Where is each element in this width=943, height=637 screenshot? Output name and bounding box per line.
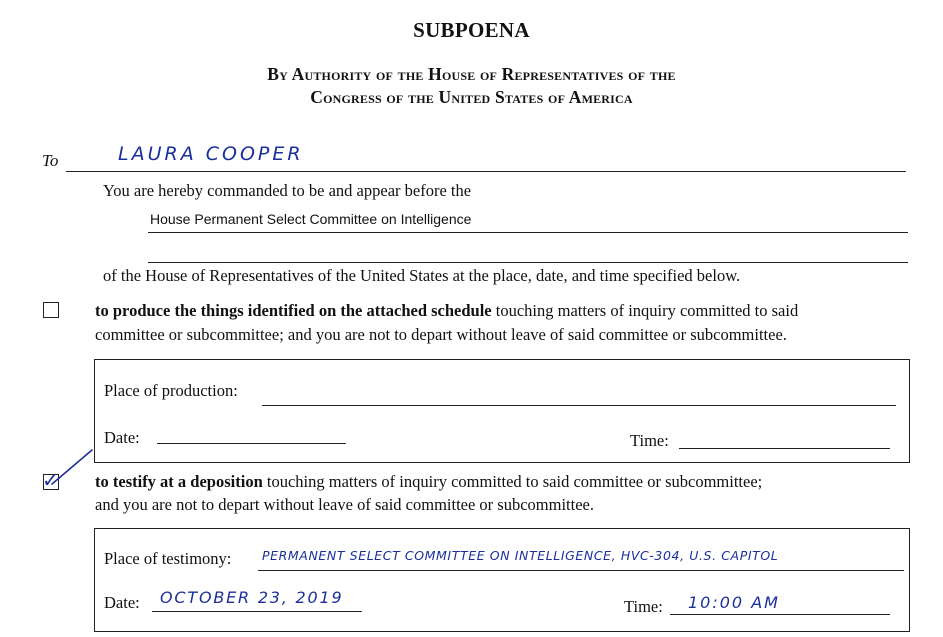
- of-house-text: of the House of Representatives of the United States at the place, date, and time specified below.: [103, 266, 741, 285]
- place-of-testimony-line: [258, 570, 904, 571]
- testify-bold-text: to testify at a deposition: [95, 472, 263, 491]
- place-of-production-line: [262, 405, 896, 406]
- produce-bold-text: to produce the things identified on the attached schedule: [95, 301, 492, 320]
- committee-line-2: [148, 262, 908, 263]
- place-of-testimony-label: Place of testimony:: [104, 549, 232, 568]
- committee-name[interactable]: House Permanent Select Committee on Intelligence: [150, 211, 472, 227]
- production-time-line: [679, 448, 890, 449]
- authority-line-2: Congress of the United States of America: [310, 87, 633, 107]
- produce-rest-text: touching matters of inquiry committed to said: [491, 301, 799, 320]
- document-title: SUBPOENA: [413, 18, 530, 42]
- produce-instruction-line2: committee or subcommittee; and you are not to depart without leave of said committee or subcommittee.: [95, 325, 787, 344]
- testimony-time-line: [670, 614, 890, 615]
- testify-instruction-line2: and you are not to depart without leave of said committee or subcommittee.: [95, 495, 594, 514]
- testify-rest-text: touching matters of inquiry committed to said committee or subcommittee;: [262, 472, 763, 491]
- place-of-testimony-value[interactable]: PERMANENT SELECT COMMITTEE ON INTELLIGENCE, HVC-304, U.S. CAPITOL: [262, 548, 779, 563]
- production-date-line: [157, 443, 346, 444]
- produce-instruction-line1: [95, 301, 798, 321]
- testimony-date-label: Date:: [104, 593, 140, 612]
- testimony-time-value[interactable]: 10:00 AM: [688, 593, 780, 612]
- checkmark-stroke-icon: [48, 446, 96, 488]
- testimony-time-label: Time:: [624, 597, 663, 616]
- to-label: To: [42, 151, 59, 170]
- testimony-date-line: [152, 611, 362, 612]
- testimony-date-value[interactable]: OCTOBER 23, 2019: [160, 588, 344, 607]
- production-date-label: Date:: [104, 428, 140, 447]
- committee-line-1: [148, 232, 908, 233]
- testimony-details-box: [94, 528, 910, 632]
- check-mark-icon: ✓: [42, 468, 59, 492]
- place-of-production-label: Place of production:: [104, 381, 238, 400]
- recipient-line: [66, 171, 906, 172]
- produce-checkbox[interactable]: [43, 302, 59, 318]
- recipient-name[interactable]: LAURA COOPER: [118, 143, 304, 165]
- production-time-label: Time:: [630, 431, 669, 450]
- command-text: You are hereby commanded to be and appear before the: [103, 181, 472, 200]
- testify-instruction-line1: [95, 472, 762, 492]
- authority-line-1: By Authority of the House of Representatives of the: [267, 64, 676, 84]
